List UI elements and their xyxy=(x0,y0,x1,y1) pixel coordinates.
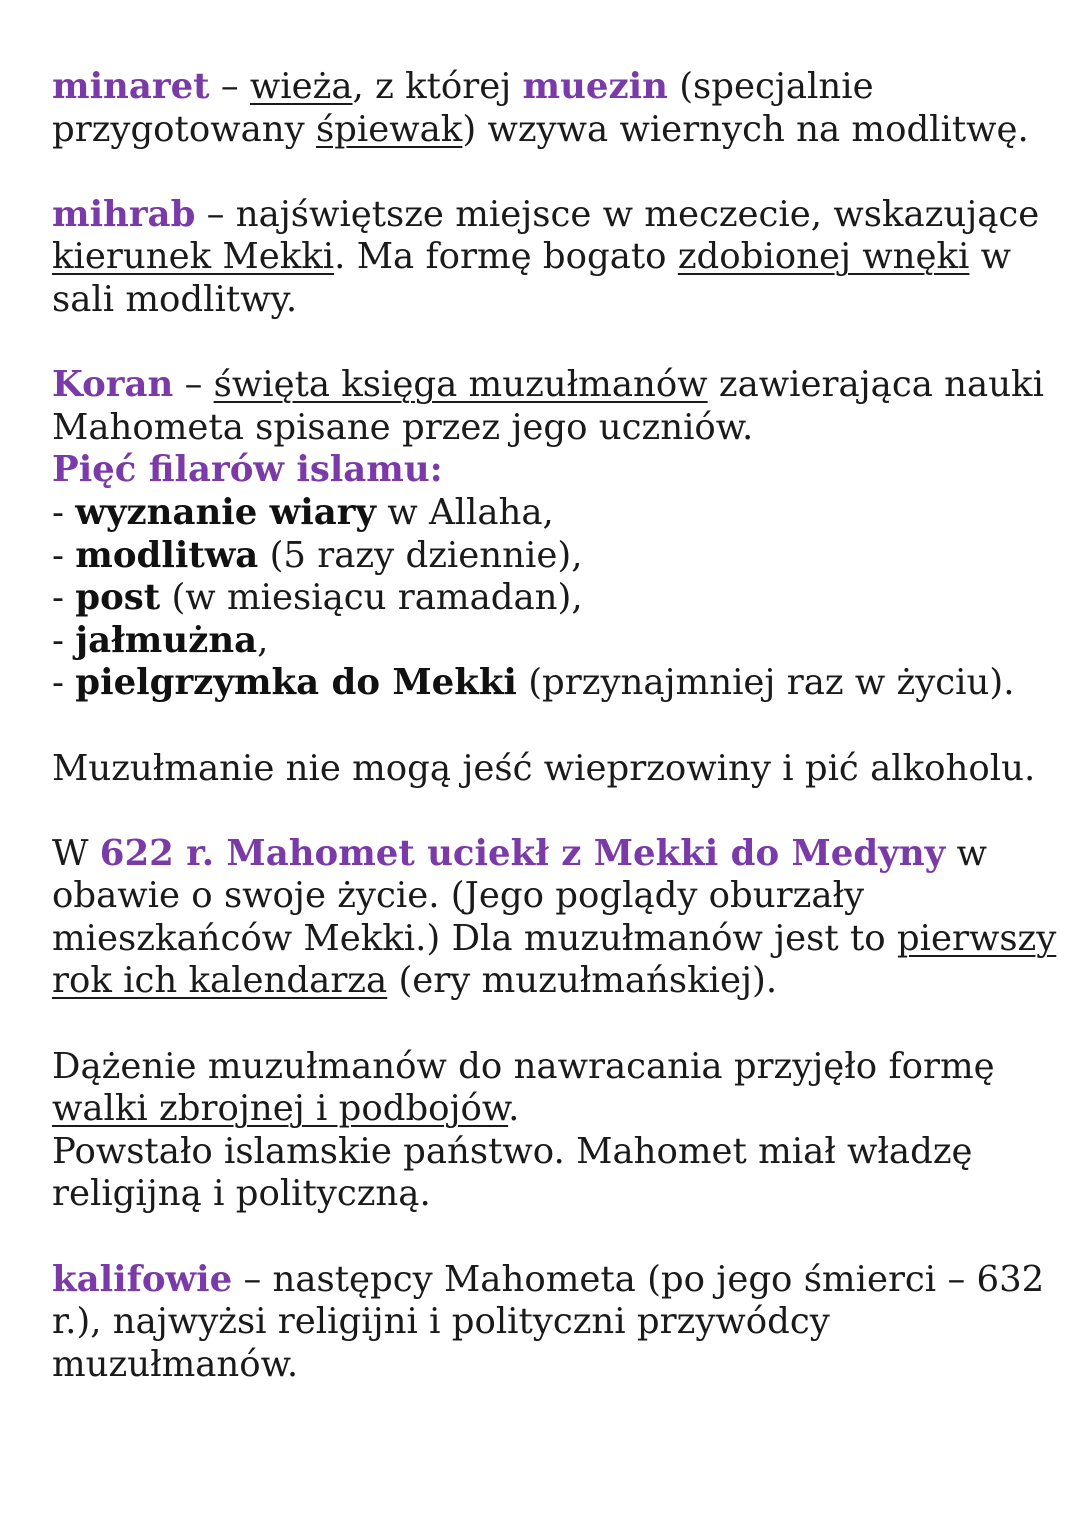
term-kalifowie: kalifowie xyxy=(52,1258,233,1300)
pillar-item: - jałmużna, xyxy=(52,619,269,661)
hijra-keyphrase: 622 r. Mahomet uciekł z Mekki do Medyny xyxy=(99,832,946,874)
caliphs-definition: kalifowie – następcy Mahometa (po jego śmierci – 632 r.), najwyżsi religijni i polityczni przywódcy muzułmanów. xyxy=(52,1258,1045,1385)
underlined-pierwszy: pierwszy xyxy=(896,917,1057,959)
mihrab-definition: mihrab – najświętsze miejsce w meczecie, wskazujące kierunek Mekki. Ma formę bogato zdobionej wnęki w sali modlitwy. xyxy=(52,193,1040,320)
term-mihrab: mihrab xyxy=(52,193,196,235)
underlined-walki-zbrojnej: walki zbrojnej i podbojów xyxy=(52,1088,509,1130)
pillars-heading: Pięć filarów islamu: xyxy=(52,449,443,491)
underlined-kierunek-mekki: kierunek Mekki xyxy=(52,236,335,278)
minaret-definition: minaret – wieża, z której muezin (specjalnie przygotowany śpiewak) wzywa wiernych na modlitwę. xyxy=(52,66,1029,150)
term-muezin: muezin xyxy=(522,66,668,107)
koran-definition: Koran – święta księga muzułmanów zawierająca nauki Mahometa spisane przez jego uczniów. xyxy=(52,364,1044,448)
underlined-wieza: wieża xyxy=(249,66,353,107)
term-koran: Koran xyxy=(52,364,174,406)
pillar-item: - wyznanie wiary w Allaha, xyxy=(52,491,554,533)
pillar-item: - modlitwa (5 razy dziennie), xyxy=(52,534,583,576)
pillar-item: - pielgrzymka do Mekki (przynajmniej raz w życiu). xyxy=(52,662,1015,704)
underlined-rok-kalendarza: rok ich kalendarza xyxy=(52,960,388,1002)
document-page xyxy=(52,66,1057,1386)
conversion-paragraph: Dążenie muzułmanów do nawracania przyjęło formę walki zbrojnej i podbojów. Powstało islamskie państwo. Mahomet miał władzę religijną i polityczną. xyxy=(52,1045,995,1215)
underlined-spiewak: śpiewak xyxy=(315,108,463,150)
underlined-swieta-ksiega: święta księga muzułmanów xyxy=(213,364,708,406)
pillars-section xyxy=(52,449,1052,705)
pillar-item: - post (w miesiącu ramadan), xyxy=(52,577,583,619)
underlined-zdobionej-wneki: zdobionej wnęki xyxy=(677,236,970,278)
diet-rule: Muzułmanie nie mogą jeść wieprzowiny i pić alkoholu. xyxy=(52,747,1036,789)
hijra-paragraph: W 622 r. Mahomet uciekł z Mekki do Medyny w obawie o swoje życie. (Jego poglądy oburzały mieszkańców Mekki.) Dla muzułmanów jest to pierwszy rok ich kalendarza (ery muzułmańskiej). xyxy=(52,832,1057,1002)
term-minaret: minaret xyxy=(52,66,210,107)
